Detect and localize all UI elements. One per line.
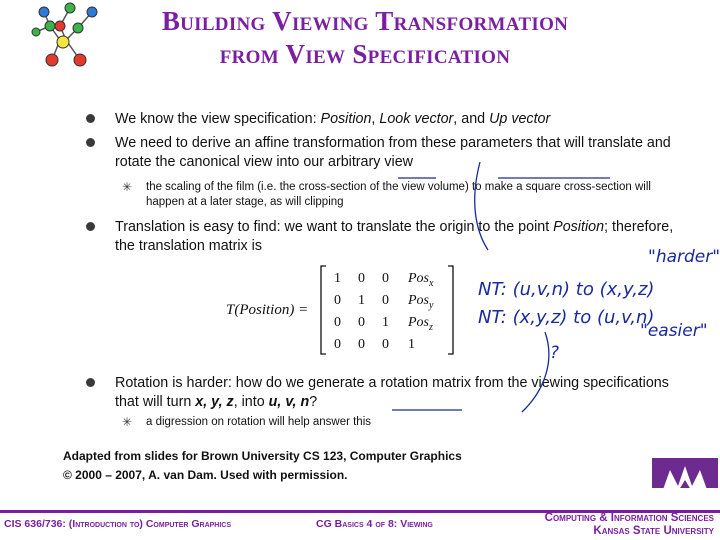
sub-bullet-2 xyxy=(122,180,666,209)
matrix-bracket-left xyxy=(321,266,326,354)
attribution-line-1: Adapted from slides for Brown University CS 123, Computer Graphics xyxy=(63,449,462,463)
bullet-dot-icon xyxy=(86,222,95,231)
annotation-easier: "easier" xyxy=(640,321,708,341)
footer-dept-line-2: Kansas State University xyxy=(593,525,714,537)
annotation-nt2: NT: (x,y,z) to (u,v,n) xyxy=(478,307,655,328)
tree-logo-icon xyxy=(30,2,105,74)
matrix-cell: 1 xyxy=(408,337,415,352)
attribution-line-2: © 2000 – 2007, A. van Dam. Used with permission. xyxy=(63,468,348,482)
asterisk-bullet-icon: ✳ xyxy=(122,415,133,429)
matrix-cell: 0 xyxy=(382,337,389,352)
slide-title xyxy=(100,5,630,71)
bullet-1-look: Look vector xyxy=(379,111,454,127)
footer-lecture: CG Basics 4 of 8: Viewing xyxy=(316,518,433,530)
matrix-lhs: T(Position) = xyxy=(226,302,309,318)
bullet-2-text: We need to derive an affine transformation from these parameters that will translate and rotate the canonical view into our arbitrary view xyxy=(115,135,671,170)
bullet-dot-icon xyxy=(86,138,95,147)
bullet-1-and: , and xyxy=(453,111,490,127)
title-line-1: Building Viewing Transformation xyxy=(161,6,569,36)
footer-dept-line-1: Computing & Information Sciences xyxy=(544,512,714,524)
matrix-bracket-right xyxy=(448,266,453,354)
matrix-cell: 0 xyxy=(382,271,389,286)
bullet-1-sep: , xyxy=(371,111,380,127)
title-line-2: from View Specification xyxy=(219,39,511,69)
matrix-subscript: x xyxy=(429,278,434,289)
matrix-cell: Pos$_y$ xyxy=(408,293,434,311)
footer-department xyxy=(484,512,714,538)
matrix-cell: Pos$_z$ xyxy=(408,315,433,333)
bullet-dot-icon xyxy=(86,378,95,387)
bullet-dot-icon xyxy=(86,114,95,123)
matrix-cell: 0 xyxy=(382,293,389,308)
matrix-cell: 0 xyxy=(358,271,365,286)
matrix-subscript: z xyxy=(429,322,433,333)
translation-matrix xyxy=(226,262,466,358)
sub-bullet-2-text: the scaling of the film (i.e. the cross-section of the view volume) to make a square cross-section will happen at a later stage, as will clipping xyxy=(146,181,651,208)
bullet-1-up: Up vector xyxy=(489,111,551,127)
bullet-4-into: , into xyxy=(233,393,269,410)
matrix-cell: 0 xyxy=(334,337,341,352)
matrix-cell: 0 xyxy=(358,315,365,330)
bullet-4-qmark: ? xyxy=(309,393,318,410)
matrix-cell: 0 xyxy=(334,293,341,308)
bullet-3-position: Position xyxy=(553,219,605,235)
sub-bullet-4 xyxy=(122,415,666,430)
matrix-cell: 0 xyxy=(334,315,341,330)
slide-footer xyxy=(0,488,720,540)
sub-bullet-4-text: a digression on rotation will help answer this xyxy=(146,416,372,428)
asterisk-bullet-icon: ✳ xyxy=(122,180,133,194)
matrix-cell: 1 xyxy=(358,293,365,308)
bullet-4-uvn: u, v, n xyxy=(268,393,310,410)
attribution xyxy=(63,447,462,485)
bullet-1-position: Position xyxy=(320,111,372,127)
matrix-subscript: y xyxy=(429,300,434,311)
bullet-4-text: Rotation is harder: how do we generate a rotation matrix from the viewing specifications that will turn xyxy=(115,375,669,410)
footer-course: CIS 636/736: (Introduction to) Computer Graphics xyxy=(4,518,232,530)
matrix-cell: 1 xyxy=(382,315,389,330)
matrix-cell: 0 xyxy=(358,337,365,352)
bullet-1-text: We know the view specification: xyxy=(115,111,321,127)
bullet-3-text: Translation is easy to find: we want to translate the origin to the point xyxy=(115,219,554,235)
bullet-3-post: ; therefore, the translation matrix is xyxy=(115,219,674,254)
annotation-harder: "harder" xyxy=(648,247,720,267)
bullet-4-xyz: x, y, z xyxy=(195,393,234,410)
matrix-cell: Pos$_x$ xyxy=(408,271,434,289)
annotation-qmark: ? xyxy=(550,343,560,363)
matrix-cell: 1 xyxy=(334,271,341,286)
annotation-nt1: NT: (u,v,n) to (x,y,z) xyxy=(478,279,655,300)
